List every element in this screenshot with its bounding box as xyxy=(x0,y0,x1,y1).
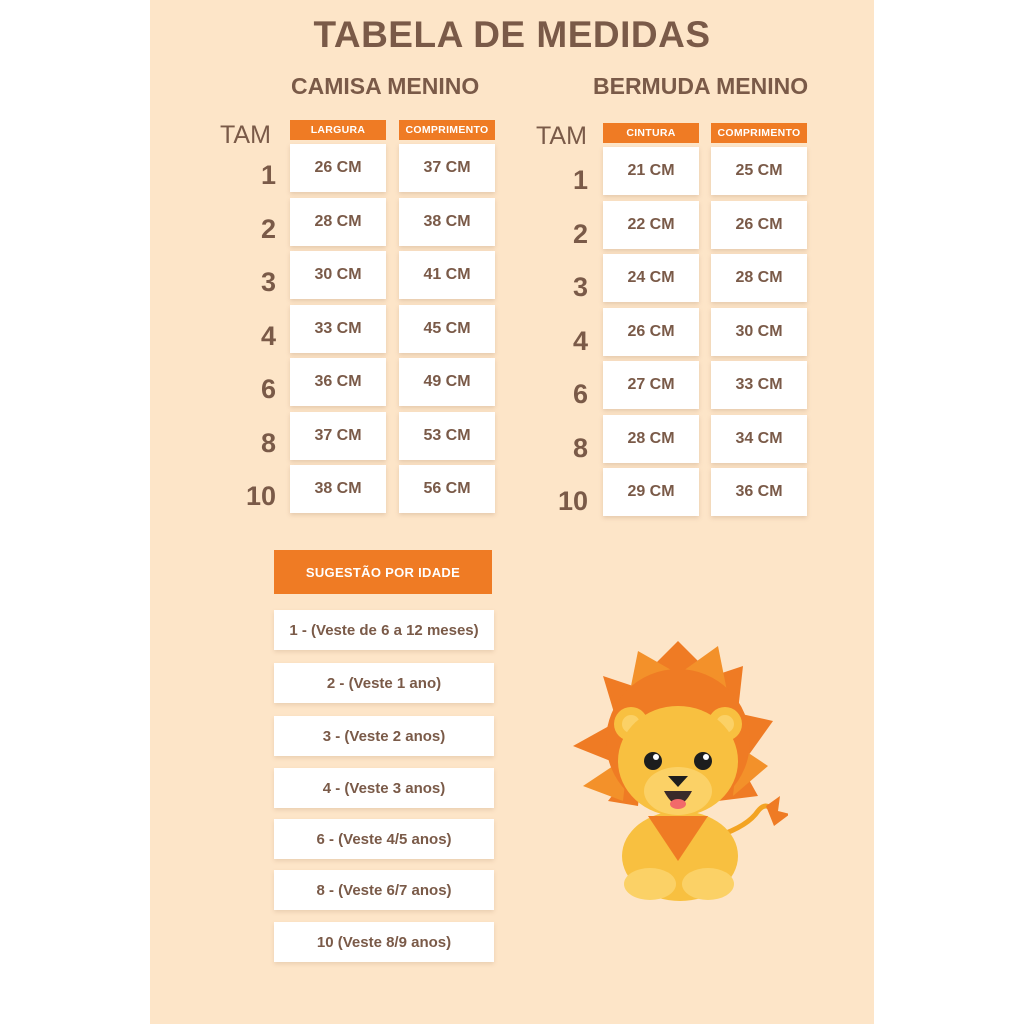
measurement-cell: 49 CM xyxy=(399,358,495,406)
measurement-cell: 25 CM xyxy=(711,147,807,195)
sugestao-item: 4 - (Veste 3 anos) xyxy=(274,768,494,808)
measurement-cell: 27 CM xyxy=(603,361,699,409)
measurement-cell: 24 CM xyxy=(603,254,699,302)
measurement-cell: 36 CM xyxy=(290,358,386,406)
measurement-cell: 38 CM xyxy=(290,465,386,513)
sugestao-header: SUGESTÃO POR IDADE xyxy=(274,550,492,594)
bermuda-col-comprimento: COMPRIMENTO xyxy=(711,123,807,143)
measurement-cell: 30 CM xyxy=(711,308,807,356)
measurement-cell: 34 CM xyxy=(711,415,807,463)
size-number: 6 xyxy=(572,379,588,409)
size-number: 4 xyxy=(572,325,588,356)
measurement-cell: 26 CM xyxy=(603,308,699,356)
bermuda-col-cintura: CINTURA xyxy=(603,123,699,143)
sugestao-item: 2 - (Veste 1 ano) xyxy=(274,663,494,703)
measurement-cell: 21 CM xyxy=(603,147,699,195)
measurement-cell: 41 CM xyxy=(399,251,495,299)
measurement-cell: 33 CM xyxy=(290,305,386,353)
measurement-cell: 53 CM xyxy=(399,412,495,460)
size-number: 10 xyxy=(557,486,588,516)
size-number: 8 xyxy=(260,427,276,458)
size-number: 1 xyxy=(260,160,276,190)
size-chart-page xyxy=(150,0,874,1024)
measurement-cell: 37 CM xyxy=(290,412,386,460)
size-number: 6 xyxy=(260,374,276,404)
size-number: 2 xyxy=(572,218,588,249)
size-number: 2 xyxy=(260,213,276,244)
measurement-cell: 37 CM xyxy=(399,144,495,192)
size-number: 3 xyxy=(260,267,276,297)
measurement-cell: 38 CM xyxy=(399,198,495,246)
size-number: 1 xyxy=(572,165,588,195)
bermuda-title: BERMUDA MENINO xyxy=(593,73,809,99)
camisa-tam-label: TAM xyxy=(220,121,271,149)
bermuda-tam-label: TAM xyxy=(536,122,587,150)
sugestao-item: 8 - (Veste 6/7 anos) xyxy=(274,870,494,910)
sugestao-item: 6 - (Veste 4/5 anos) xyxy=(274,819,494,859)
measurement-cell: 28 CM xyxy=(603,415,699,463)
camisa-col-largura: LARGURA xyxy=(290,120,386,140)
measurement-cell: 33 CM xyxy=(711,361,807,409)
measurement-cell: 26 CM xyxy=(290,144,386,192)
measurement-cell: 30 CM xyxy=(290,251,386,299)
measurement-cell: 56 CM xyxy=(399,465,495,513)
page-title: TABELA DE MEDIDAS xyxy=(313,14,711,55)
measurement-cell: 28 CM xyxy=(290,198,386,246)
size-number: 4 xyxy=(260,320,276,351)
size-number: 3 xyxy=(572,272,588,302)
measurement-cell: 36 CM xyxy=(711,468,807,516)
sugestao-item: 3 - (Veste 2 anos) xyxy=(274,716,494,756)
sugestao-item: 1 - (Veste de 6 a 12 meses) xyxy=(274,610,494,650)
measurement-cell: 22 CM xyxy=(603,201,699,249)
lion-cub-illustration xyxy=(568,636,788,906)
camisa-title: CAMISA MENINO xyxy=(291,73,480,99)
size-number: 10 xyxy=(245,481,276,511)
measurement-cell: 26 CM xyxy=(711,201,807,249)
camisa-col-comprimento: COMPRIMENTO xyxy=(399,120,495,140)
size-number: 8 xyxy=(572,432,588,463)
sugestao-item: 10 (Veste 8/9 anos) xyxy=(274,922,494,962)
measurement-cell: 45 CM xyxy=(399,305,495,353)
measurement-cell: 29 CM xyxy=(603,468,699,516)
measurement-cell: 28 CM xyxy=(711,254,807,302)
